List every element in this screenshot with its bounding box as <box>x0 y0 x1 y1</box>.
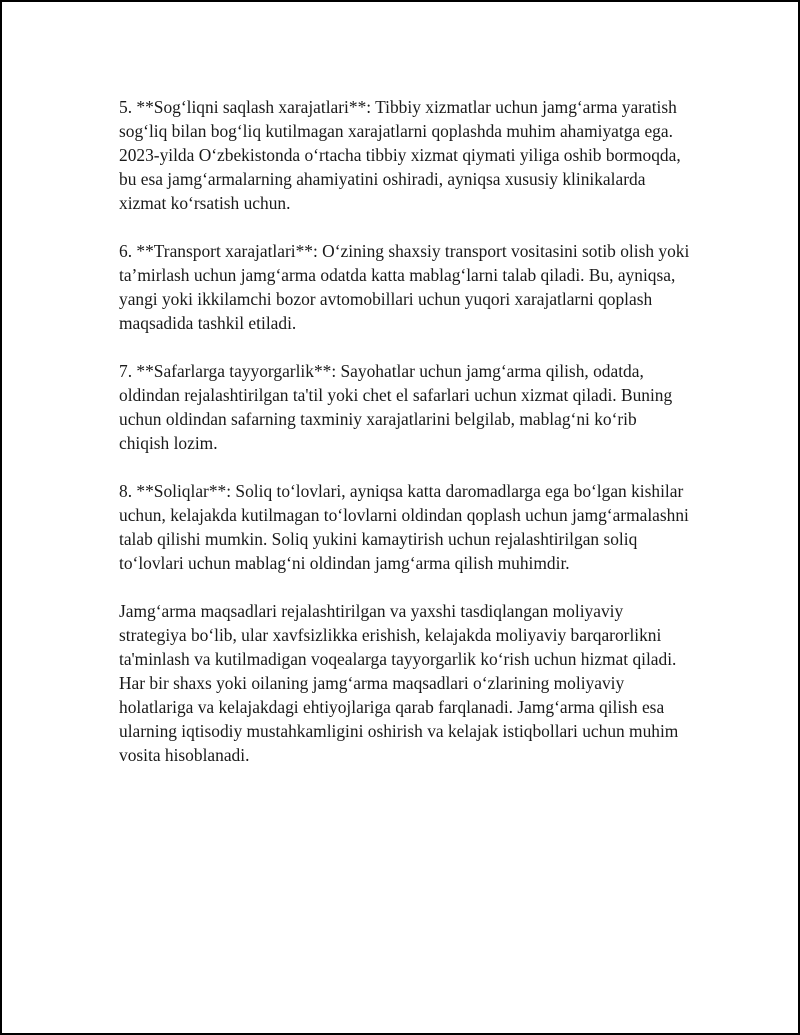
paragraph-taxes: 8. **Soliqlar**: Soliq to‘lovlari, ayniqsa katta daromadlarga ega bo‘lgan kishilar uchun, kelajakda kutilmagan to‘lovlarni oldindan qoplash uchun jamg‘armalashni talab qilishi mumkin. Soliq yukini kamaytirish uchun rejalashtirilgan soliq to‘lovlari uchun mablag‘ni oldindan jamg‘arma qilish muhimdir. <box>119 481 689 573</box>
paragraph-conclusion: Jamg‘arma maqsadlari rejalashtirilgan va yaxshi tasdiqlangan moliyaviy strategiya bo‘lib, ular xavfsizlikka erishish, kelajakda moliyaviy barqarorlikni ta'minlash va kutilmadigan voqealarga tayyorgarlik ko‘rish uchun hizmat qiladi. Har bir shaxs yoki oilaning jamg‘arma maqsadlari o‘zlarining moliyaviy holatlariga va kelajakdagi ehtiyojlariga qarab farqlanadi. Jamg‘arma qilish esa ularning iqtisodiy mustahkamligini oshirish va kelajak istiqbollari uchun muhim vosita hisoblanadi. <box>119 601 679 765</box>
document-body <box>119 95 691 767</box>
paragraph-transport-expenses: 6. **Transport xarajatlari**: O‘zining shaxsiy transport vositasini sotib olish yoki ta’mirlash uchun jamg‘arma odatda katta mablag‘larni talab qiladi. Bu, ayniqsa, yangi yoki ikkilamchi bozor avtomobillari uchun yuqori xarajatlarni qoplash maqsadida tashkil etiladi. <box>119 241 690 333</box>
paragraph-health-expenses: 5. **Sog‘liqni saqlash xarajatlari**: Tibbiy xizmatlar uchun jamg‘arma yaratish sog‘liq bilan bog‘liq kutilmagan xarajatlarni qoplashda muhim ahamiyatga ega. 2023-yilda O‘zbekistonda o‘rtacha tibbiy xizmat qiymati yiliga oshib bormoqda, bu esa jamg‘armalarning ahamiyatini oshiradi, ayniqsa xususiy klinikalarda xizmat ko‘rsatish uchun. <box>119 97 681 213</box>
paragraph-travel-preparation: 7. **Safarlarga tayyorgarlik**: Sayohatlar uchun jamg‘arma qilish, odatda, oldindan rejalashtirilgan ta'til yoki chet el safarlari uchun xizmat qiladi. Buning uchun oldindan safarning taxminiy xarajatlarini belgilab, mablag‘ni ko‘rib chiqish lozim. <box>119 361 673 453</box>
